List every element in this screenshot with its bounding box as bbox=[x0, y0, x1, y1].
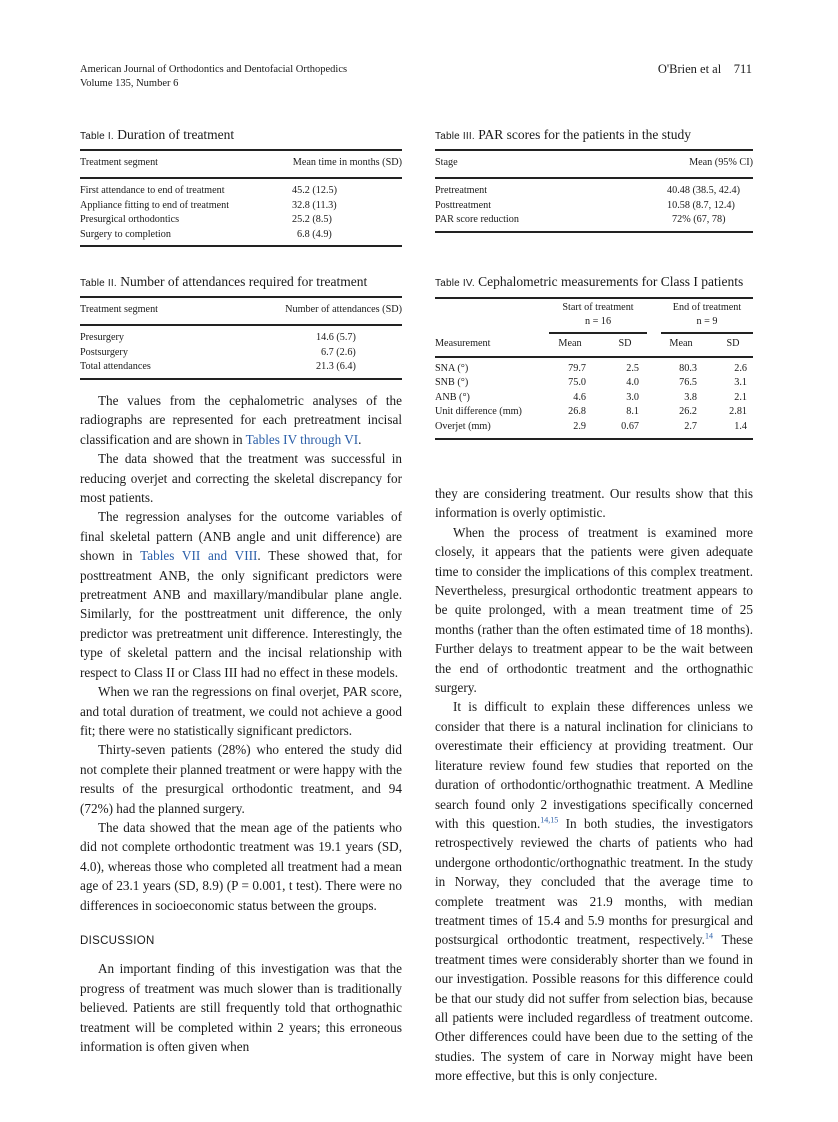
table-cell: 76.5 bbox=[679, 377, 697, 389]
table-cell: 80.3 bbox=[679, 363, 697, 374]
table-cell: 75.0 bbox=[568, 377, 586, 389]
page-number: 711 bbox=[733, 62, 752, 76]
column-header: SD bbox=[726, 338, 740, 349]
row-label: Unit difference (mm) bbox=[435, 406, 522, 418]
table-reference-link[interactable]: Tables IV through VI bbox=[245, 431, 359, 447]
journal-name: American Journal of Orthodontics and Dentofacial Orthopedics bbox=[80, 64, 348, 75]
table-cell: 2.6 bbox=[734, 363, 747, 374]
citation-link[interactable]: 14 bbox=[704, 931, 713, 941]
table-title: PAR scores for the patients in the study bbox=[478, 127, 692, 142]
table-reference-link[interactable]: Tables VII and VIII bbox=[140, 548, 258, 564]
table-3 bbox=[435, 126, 753, 233]
paragraph: The values from the cephalometric analyses of the radiographs are represented for each pretreatment incisal classification and are shown in Tables IV through VI. bbox=[80, 393, 402, 447]
row-label: SNB (°) bbox=[435, 377, 469, 389]
column-group-end: End of treatment n = 9 bbox=[672, 302, 742, 328]
paragraph: The data showed that the treatment was successful in reducing overjet and correcting the skeletal discrepancy for most patients. bbox=[80, 451, 402, 506]
paragraph: they are considering treatment. Our results show that this information is overly optimistic. bbox=[435, 486, 753, 521]
table-row bbox=[435, 405, 753, 419]
table-row: Presurgical orthodontics 25.2 (8.5) bbox=[80, 214, 332, 226]
table-row: Posttreatment 10.58 (8.7, 12.4) bbox=[435, 199, 735, 211]
table-cell: 4.6 bbox=[573, 391, 586, 403]
table-cell: 2.7 bbox=[684, 420, 697, 432]
column-header: Mean bbox=[669, 338, 693, 349]
column-header: Measurement bbox=[435, 338, 491, 349]
table-cell: 2.81 bbox=[729, 406, 747, 418]
table-cell: 8.1 bbox=[626, 406, 639, 418]
row-label: Overjet (mm) bbox=[435, 420, 491, 432]
table-label: Table I. bbox=[80, 131, 114, 142]
table-2 bbox=[80, 273, 402, 380]
running-header-right bbox=[658, 62, 752, 77]
table-cell: 2.9 bbox=[573, 420, 586, 432]
table-cell: 79.7 bbox=[568, 363, 586, 374]
column-group-start: Start of treatment n = 16 bbox=[562, 302, 634, 328]
table-row: Appliance fitting to end of treatment 32.8 (11.3) bbox=[80, 199, 337, 211]
table-4 bbox=[435, 273, 753, 440]
column-header: SD bbox=[618, 338, 632, 349]
table-cell: 1.4 bbox=[734, 420, 747, 432]
table-title: Duration of treatment bbox=[117, 127, 235, 142]
table-cell: 3.1 bbox=[734, 377, 747, 389]
author-line: O'Brien et al bbox=[657, 62, 722, 76]
table-cell: 26.2 bbox=[679, 406, 697, 418]
table-1 bbox=[80, 126, 402, 247]
table-row: First attendance to end of treatment 45.2 (12.5) bbox=[80, 185, 337, 197]
table-row: PAR score reduction 72% (67, 78) bbox=[435, 214, 726, 226]
table-cell: 2.1 bbox=[734, 391, 747, 403]
journal-volume: Volume 135, Number 6 bbox=[80, 78, 179, 89]
table-caption bbox=[435, 273, 753, 292]
body-right-column bbox=[435, 484, 753, 1086]
column-header: Treatment segment bbox=[80, 304, 158, 315]
column-header: Stage bbox=[435, 157, 458, 168]
running-header-left bbox=[80, 63, 347, 91]
paragraph: The regression analyses for the outcome variables of final skeletal pattern (ANB angle and unit difference) are shown in Tables VII and VIII. These showed that, for posttreatment ANB, the only significant predictors were pretreatment ANB and maxillary/mandibular plane angle. Similarly, for the posttreatment unit difference, the only predictor was pretreatment unit difference. Interestingly, the type of skeletal pattern and the incisal relationship with respect to Class II or Class III had no effect in these models. bbox=[80, 509, 402, 680]
table-row bbox=[435, 376, 753, 390]
row-label: ANB (°) bbox=[435, 391, 470, 403]
column-header: Mean bbox=[558, 338, 582, 349]
row-label: SNA (°) bbox=[435, 363, 469, 374]
table-header-row bbox=[435, 156, 753, 176]
table-cell: 3.8 bbox=[684, 391, 697, 403]
paragraph: An important finding of this investigation was that the progress of treatment was much slower than is traditionally believed. Patients are still frequently told that orthognathic treatment will be completed within 2 years; this erroneous information is often given when bbox=[80, 961, 402, 1054]
table-cell: 26.8 bbox=[568, 406, 586, 418]
table-row: Pretreatment 40.48 (38.5, 42.4) bbox=[435, 185, 741, 197]
column-header: Treatment segment bbox=[80, 157, 158, 168]
column-header: Mean time in months (SD) bbox=[292, 157, 402, 168]
table-row bbox=[435, 420, 753, 434]
paragraph: The data showed that the mean age of the patients who did not complete orthodontic treatment was 19.1 years (SD, 4.0), whereas those who completed all treatment had a mean age of 23.1 years (SD, 8.9) (P = 0.001, t test). There were no differences in socioeconomic status between the groups. bbox=[80, 819, 402, 913]
column-header: Number of attendances (SD) bbox=[285, 304, 402, 315]
table-label: Table III. bbox=[435, 131, 475, 142]
citation-link[interactable]: 14,15 bbox=[540, 815, 559, 825]
paragraph: When the process of treatment is examined more closely, it appears that the patients were given adequate time to consider the implications of this complex treatment. Nevertheless, presurgical orthodontic treatment appears to be quite prolonged, with a mean treatment time of 25 months (rather than the often estimated time of 18 months). Further delays to treatment appear to be the wait between the end of orthodontic treatment and the orthognathic surgery. bbox=[435, 524, 753, 696]
table-caption bbox=[435, 126, 753, 145]
paragraph: It is difficult to explain these differences unless we consider that there is a natural inclination for clinicians to overestimate their efficiency at providing treatment. Our literature review found few studies that reported on the duration of orthodontic/orthognathic treatment. A Medline search found only 2 investigations specifically concerned with this question.$^{14,15}$ In both studies, the investigators retrospectively reviewed the charts of patients who had undergone orthodontic/orthognathic treatment. In the study in Norway, they concluded that the average time to complete treatment was 21.9 months, with median treatment times of 15.4 and 5.9 months for presurgical and postsurgical orthodontic treatment, respectively.$^{14}$ These treatment times were considerably shorter than we found in our investigation. Possible reasons for this difference could be that our study did not suffer from selection bias, because all patients were included regardless of treatment outcome. Other differences could have been due to the setting of the studies. The system of care in Norway might have been more effective, but this is only conjecture. bbox=[435, 699, 754, 1084]
column-header: Mean (95% CI) bbox=[689, 157, 753, 168]
table-cell: 2.5 bbox=[626, 363, 639, 374]
table-label: Table II. bbox=[80, 278, 117, 289]
body-left-column bbox=[80, 391, 402, 1056]
paragraph: When we ran the regressions on final overjet, PAR score, and total duration of treatment, we could not achieve a good fit; there were no statistically significant predictors. bbox=[80, 684, 402, 738]
table-title: Cephalometric measurements for Class I patients bbox=[478, 274, 744, 289]
table-cell: 0.67 bbox=[621, 420, 639, 432]
table-header-row bbox=[80, 156, 402, 176]
table-header-row bbox=[80, 303, 402, 323]
section-heading: DISCUSSION bbox=[80, 934, 155, 947]
table-caption bbox=[80, 126, 402, 145]
table-row bbox=[435, 391, 753, 405]
table-cell: 3.0 bbox=[626, 391, 639, 403]
table-row: Postsurgery 6.7 (2.6) bbox=[80, 346, 356, 358]
table-row: Presurgery 14.6 (5.7) bbox=[80, 332, 356, 344]
paragraph: Thirty-seven patients (28%) who entered the study did not complete their planned treatment or were happy with the results of the presurgical orthodontic treatment, and 94 (72%) had the planned surgery. bbox=[80, 742, 402, 816]
table-row: Total attendances 21.3 (6.4) bbox=[80, 361, 356, 373]
table-label: Table IV. bbox=[435, 278, 475, 289]
table-caption bbox=[80, 273, 402, 292]
table-cell: 4.0 bbox=[626, 377, 639, 389]
table-title: Number of attendances required for treatment bbox=[120, 274, 368, 289]
table-row bbox=[435, 362, 753, 376]
table-row: Surgery to completion 6.8 (4.9) bbox=[80, 228, 332, 240]
